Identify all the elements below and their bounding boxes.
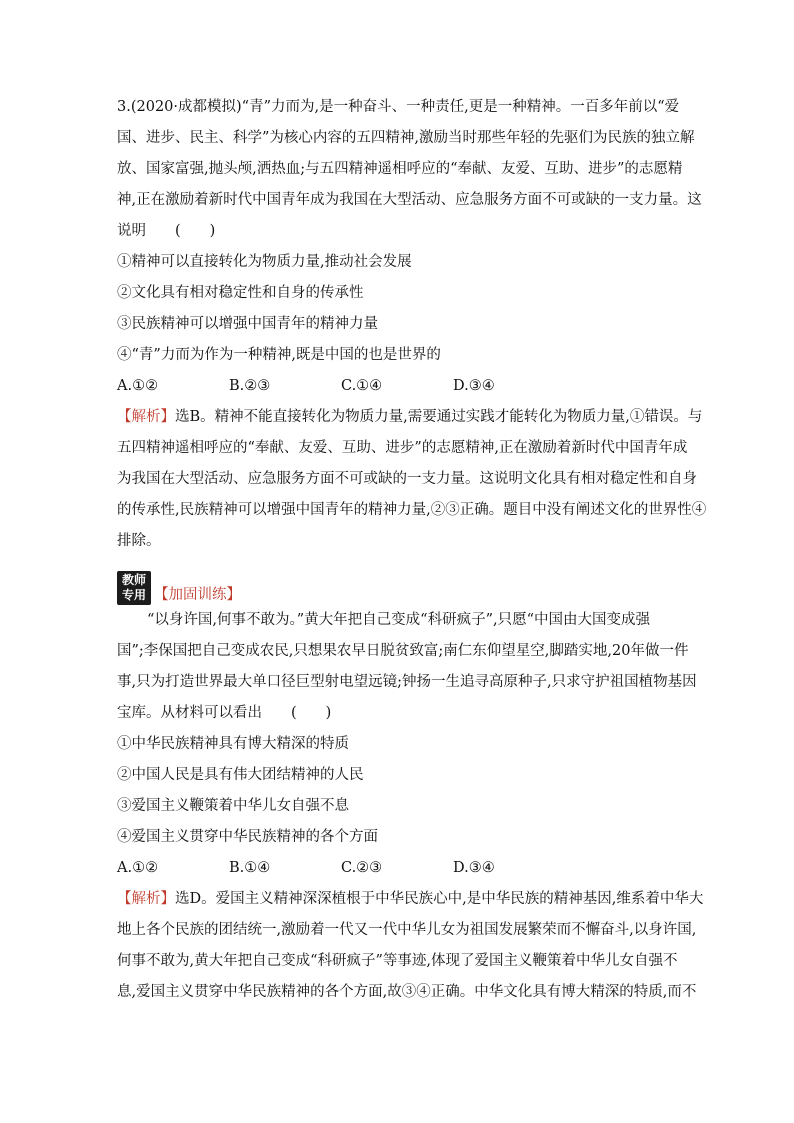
reinforce-question (117, 605, 704, 1008)
question-stem-line: 宝库。从材料可以看出 ( ) (117, 705, 332, 721)
statement-item: ④“青”力而为作为一种精神,既是中国的也是世界的 (117, 347, 441, 363)
analysis-line: 的传承性,民族精神可以增强中国青年的精神力量,②③正确。题目中没有阐述文化的世界性④ (117, 502, 707, 518)
choice-b: B.②③ (229, 378, 271, 394)
statement-item: ②文化具有相对稳定性和自身的传承性 (117, 285, 364, 301)
choice-c: C.①④ (341, 378, 383, 394)
question-3 (117, 92, 707, 557)
analysis-line: 五四精神遥相呼应的“奉献、友爱、互助、进步”的志愿精神,正在激励着新时代中国青年成 (117, 440, 688, 456)
analysis-line: 息,爱国主义贯穿中华民族精神的各个方面,故③④正确。中华文化具有博大精深的特质,而不 (117, 984, 697, 1000)
teacher-only-badge: 教师 专用 (117, 571, 151, 605)
answer-choices (117, 371, 687, 402)
question-stem-line: 事,只为打造世界最大单口径巨型射电望远镜;钟扬一生追寻高原种子,只求守护祖国植物基因 (117, 674, 697, 690)
statement-item: ④爱国主义贯穿中华民族精神的各个方面 (117, 829, 378, 845)
analysis-line: 何事不敢为,黄大年把自己变成“科研疯子”等事迹,体现了爱国主义鞭策着中华儿女自强不 (117, 953, 678, 969)
choice-d: D.③④ (453, 378, 495, 394)
choice-a: A.①② (117, 378, 159, 394)
statement-item: ③爱国主义鞭策着中华儿女自强不息 (117, 798, 349, 814)
choice-c: C.②③ (341, 860, 383, 876)
analysis-line: 排除。 (117, 533, 161, 549)
choice-a: A.①② (117, 860, 159, 876)
answer-choices (117, 853, 687, 884)
question-stem-line: 国”;李保国把自己变成农民,只想果农早日脱贫致富;南仁东仰望星空,脚踏实地,20年做一件 (117, 643, 689, 659)
analysis-tag: 【解析】 (117, 409, 175, 425)
statement-item: ②中国人民是具有伟大团结精神的人民 (117, 767, 364, 783)
statement-item: ①精神可以直接转化为物质力量,推动社会发展 (117, 254, 412, 270)
question-stem-line: 放、国家富强,抛头颅,洒热血;与五四精神遥相呼应的“奉献、友爱、互助、进步”的志愿精 (117, 161, 683, 177)
reinforce-tag: 【加固训练】 (154, 587, 241, 603)
analysis-line: 地上各个民族的团结统一,激励着一代又一代中华儿女为祖国发展繁荣而不懈奋斗,以身许国, (117, 922, 697, 938)
analysis-tag: 【解析】 (117, 891, 175, 907)
choice-d: D.③④ (453, 860, 495, 876)
analysis-line: 【解析】选D。爱国主义精神深深植根于中华民族心中,是中华民族的精神基因,维系着中华大 (117, 891, 704, 907)
reinforce-header (117, 561, 687, 605)
question-stem-line: 神,正在激励着新时代中国青年成为我国在大型活动、应急服务方面不可或缺的一支力量。这 (117, 192, 702, 208)
statement-item: ③民族精神可以增强中国青年的精神力量 (117, 316, 378, 332)
analysis-line: 【解析】选B。精神不能直接转化为物质力量,需要通过实践才能转化为物质力量,①错误。与 (117, 409, 703, 425)
statement-item: ①中华民族精神具有博大精深的特质 (117, 736, 349, 752)
question-stem-line: “以身许国,何事不敢为。”黄大年把自己变成“科研疯子”,只愿“中国由大国变成强 (147, 612, 651, 628)
question-stem-line: 3.(2020·成都模拟)“青”力而为,是一种奋斗、一种责任,更是一种精神。一百多年前以“爱 (117, 99, 680, 115)
choice-b: B.①④ (229, 860, 271, 876)
question-stem-line: 说明 ( ) (117, 223, 216, 239)
analysis-line: 为我国在大型活动、应急服务方面不可或缺的一支力量。这说明文化具有相对稳定性和自身 (117, 471, 697, 487)
document-page (117, 92, 707, 1008)
question-stem-line: 国、进步、民主、科学”为核心内容的五四精神,激励当时那些年轻的先驱们为民族的独立解 (117, 130, 695, 146)
